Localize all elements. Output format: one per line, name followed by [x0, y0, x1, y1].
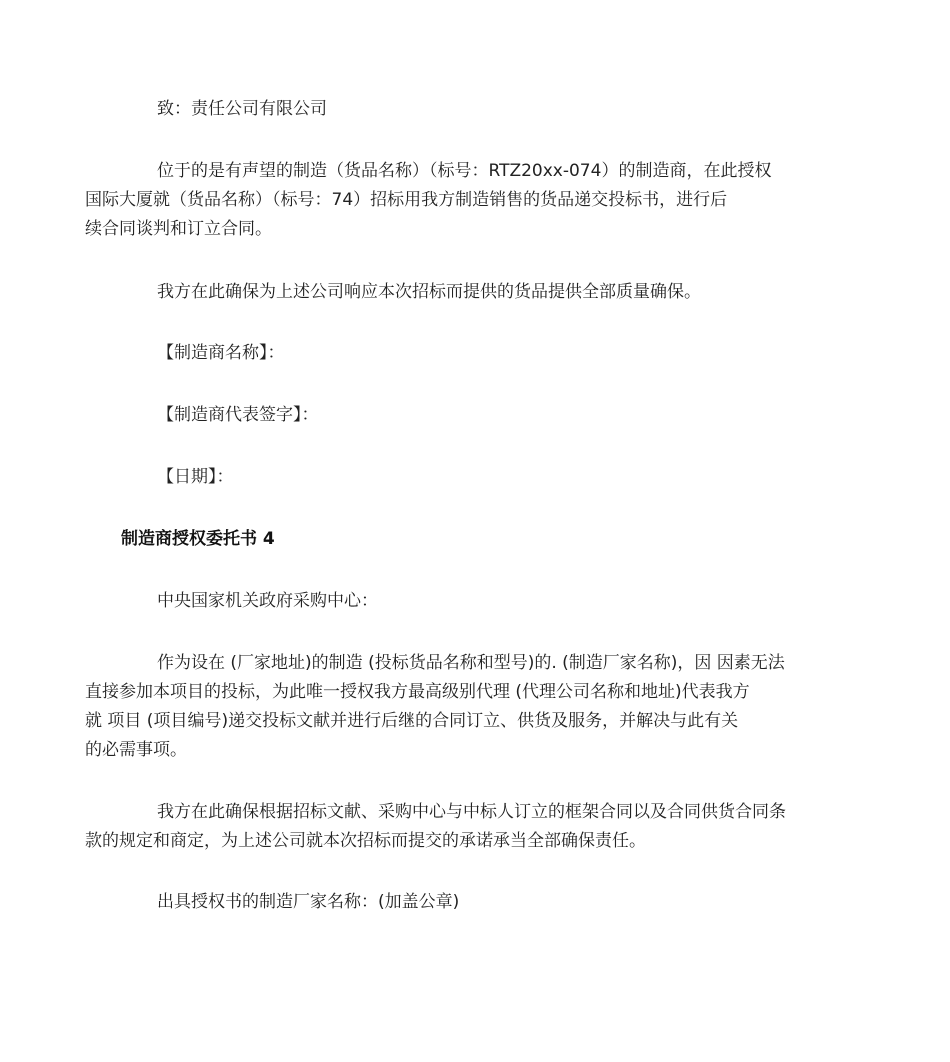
section-title: 制造商授权委托书 4: [121, 529, 275, 549]
authorization-statement-paragraph: [85, 649, 833, 765]
representative-signature-label: 【制造商代表签字】：: [157, 405, 319, 425]
statement-line: 直接参加本项目的投标，为此唯一授权我方最高级别代理 (代理公司名称和地址)代表我方: [85, 682, 750, 702]
manufacturer-name-label: 【制造商名称】：: [157, 343, 285, 363]
authorization-paragraph: [85, 157, 833, 244]
quality-guarantee-paragraph: 我方在此确保为上述公司响应本次招标而提供的货品提供全部质量确保。: [157, 282, 701, 302]
date-label: 【日期】：: [157, 467, 234, 487]
addressee: 中央国家机关政府采购中心：: [157, 591, 378, 611]
statement-line: 的必需事项。: [85, 740, 187, 760]
guarantee-line: 我方在此确保根据招标文献、采购中心与中标人订立的框架合同以及合同供货合同条: [157, 802, 786, 822]
issuer-label: 出具授权书的制造厂家名称：(加盖公章): [157, 892, 460, 912]
responsibility-guarantee-paragraph: [85, 798, 833, 856]
authorization-line: 位于的是有声望的制造（货品名称）（标号：RTZ20xx-074）的制造商，在此授权: [157, 161, 772, 181]
statement-line: 作为设在 (厂家地址)的制造 (投标货品名称和型号)的. (制造厂家名称)，因 因素无法: [157, 653, 785, 673]
salutation: 致：责任公司有限公司: [157, 99, 327, 119]
statement-line: 就 项目 (项目编号)递交投标文献并进行后继的合同订立、供货及服务，并解决与此有关: [85, 711, 739, 731]
authorization-line: 续合同谈判和订立合同。: [85, 219, 272, 239]
authorization-line: 国际大厦就（货品名称）（标号：74）招标用我方制造销售的货品递交投标书，进行后: [85, 190, 728, 210]
guarantee-line: 款的规定和商定，为上述公司就本次招标而提交的承诺承当全部确保责任。: [85, 831, 646, 851]
